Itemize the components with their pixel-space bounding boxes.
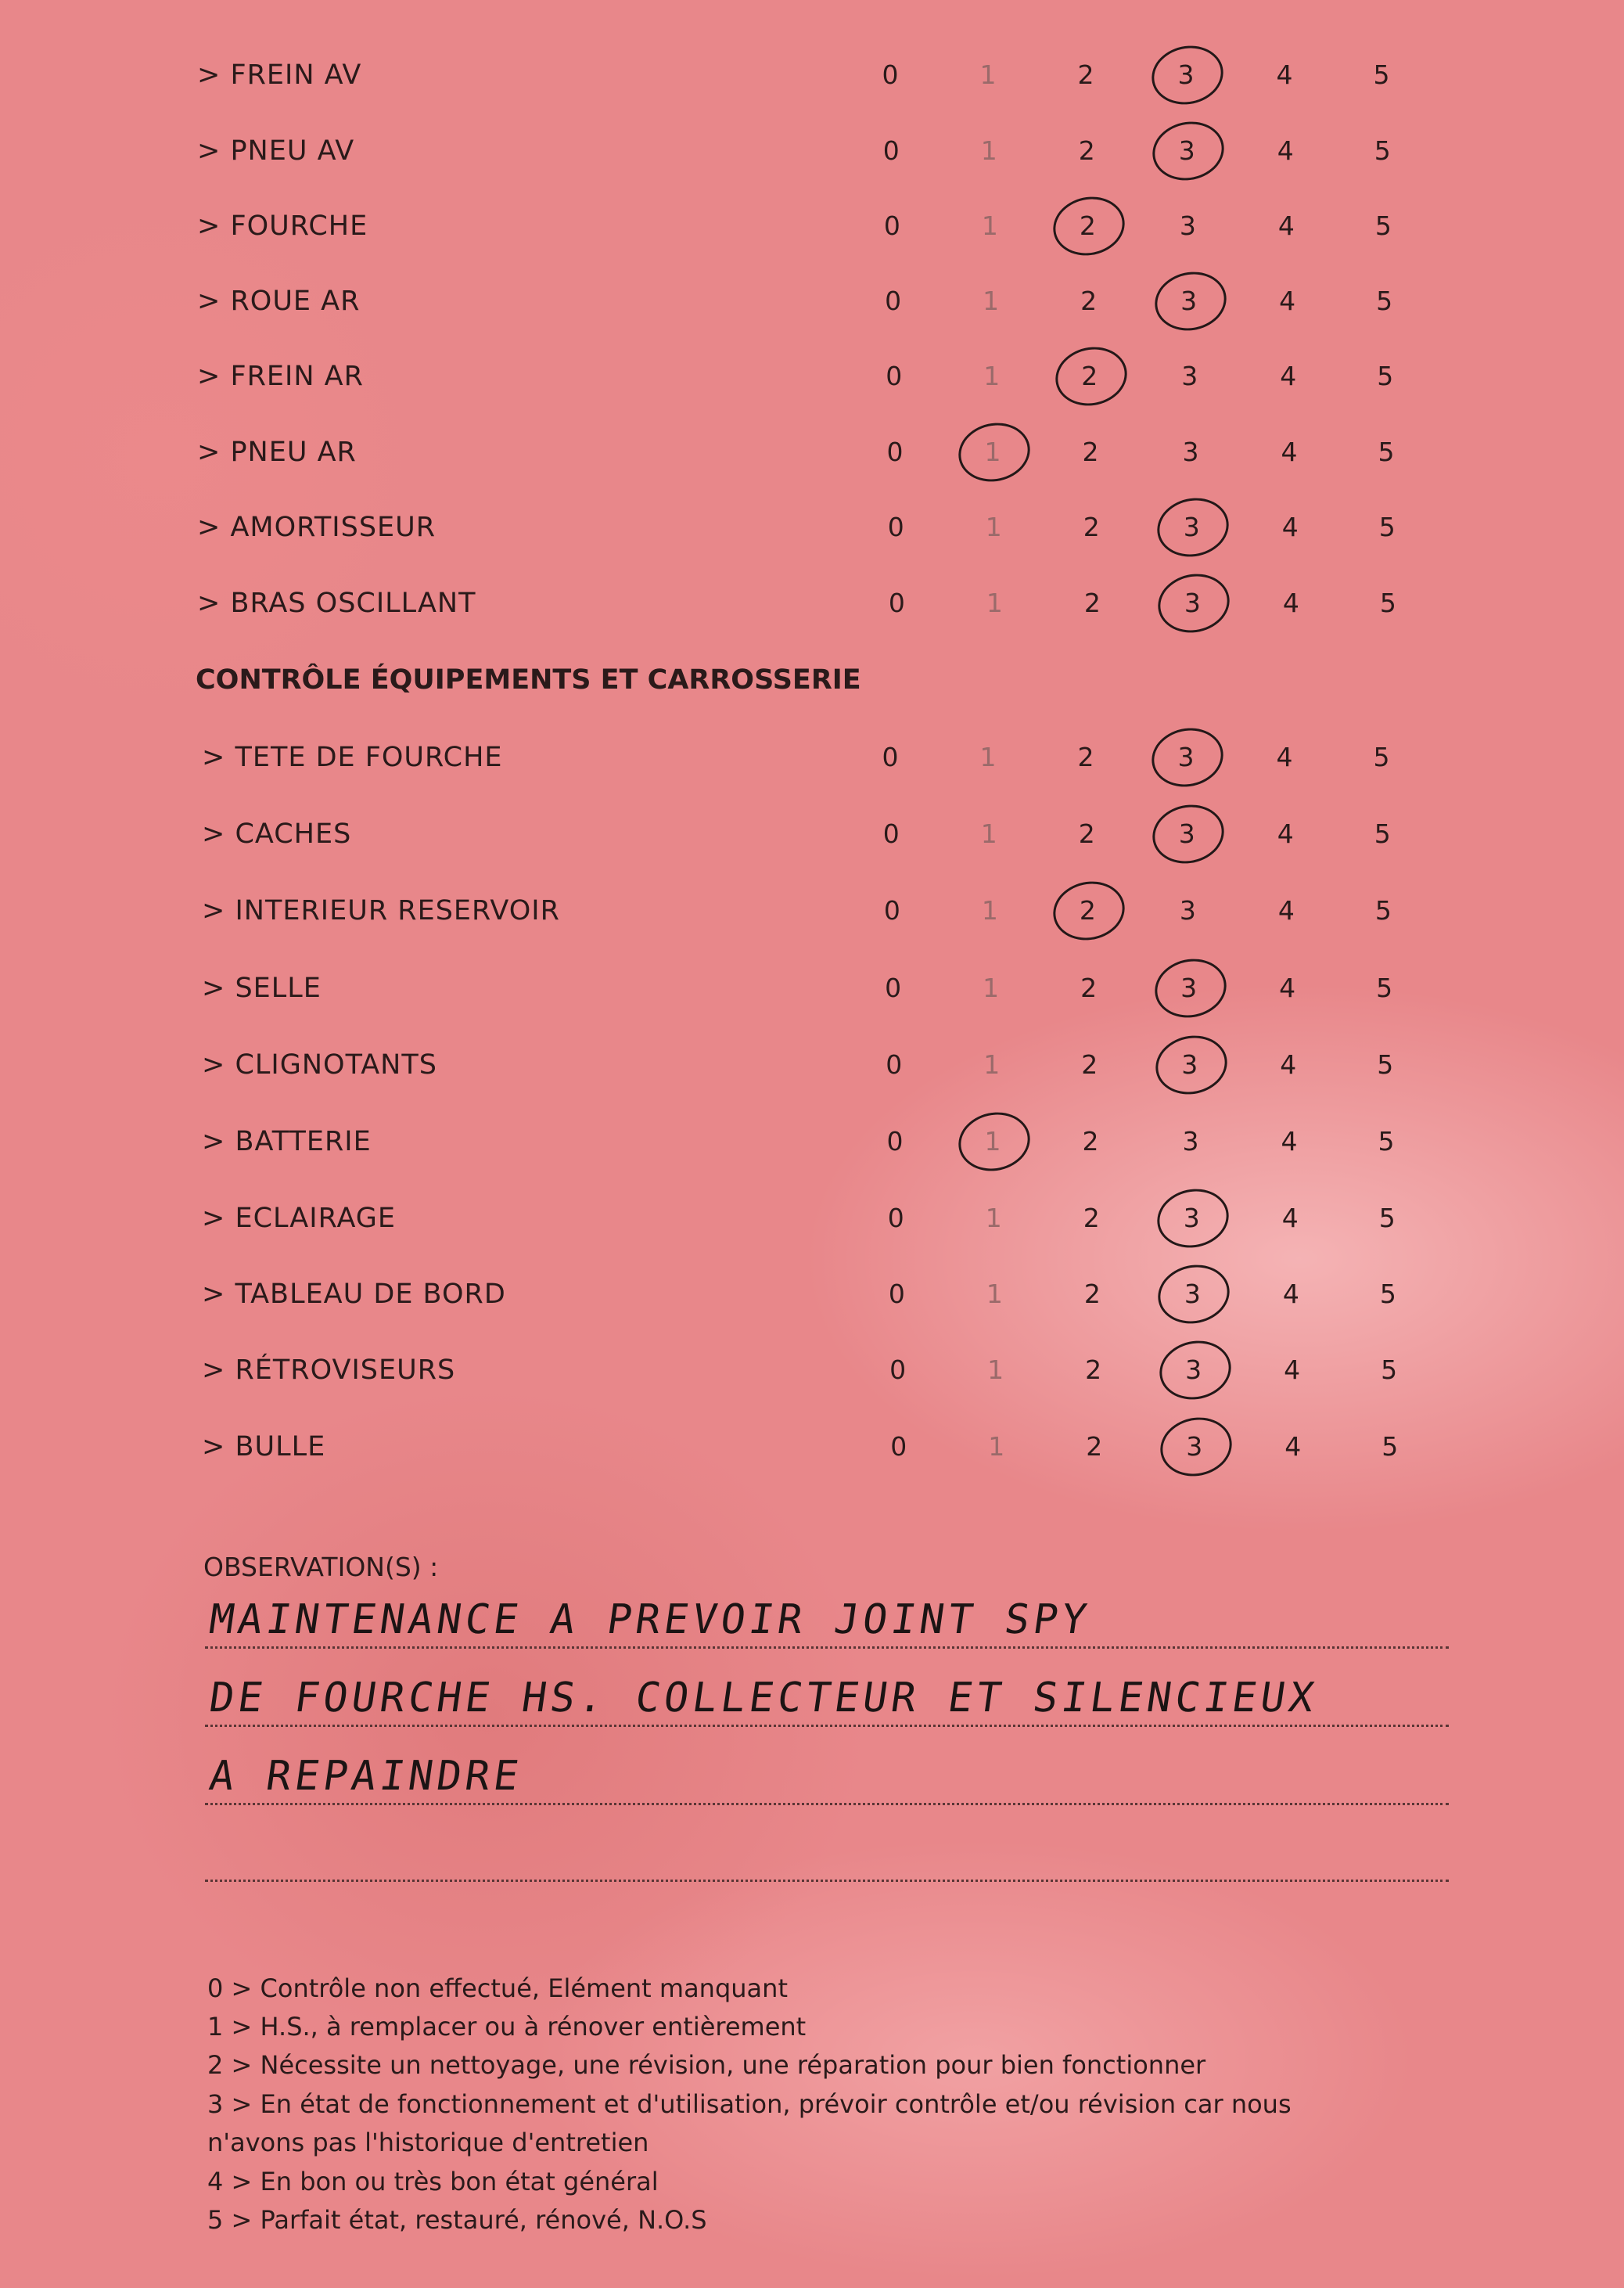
score-option: 4 xyxy=(1281,512,1299,542)
score-option: 0 xyxy=(882,59,899,90)
score-option: 2 xyxy=(1083,1279,1101,1309)
selected-score-circle xyxy=(1153,1258,1235,1330)
score-option: 0 xyxy=(887,1203,904,1233)
item-label-frein-av: > FREIN AV xyxy=(197,59,362,91)
observation-line xyxy=(205,1725,1449,1727)
score-option: 5 xyxy=(1379,1279,1396,1309)
score-option: 5 xyxy=(1374,135,1391,166)
score-option: 3 xyxy=(1183,1203,1200,1233)
selected-score-circle xyxy=(953,416,1035,488)
score-option: 2 xyxy=(1086,1431,1103,1462)
score-option: 0 xyxy=(882,818,900,849)
score-option: 4 xyxy=(1277,895,1295,926)
score-option: 2 xyxy=(1079,210,1096,241)
score-option: 0 xyxy=(883,895,900,926)
observation-line xyxy=(205,1803,1449,1805)
selected-score-circle xyxy=(1154,1334,1236,1406)
score-option: 4 xyxy=(1284,1431,1302,1462)
score-option: 4 xyxy=(1279,973,1296,1003)
score-option: 1 xyxy=(979,59,997,90)
score-option: 5 xyxy=(1376,973,1393,1003)
score-option: 1 xyxy=(980,135,997,166)
score-option: 4 xyxy=(1276,742,1293,772)
score-option: 2 xyxy=(1083,512,1100,542)
item-label-selle: > SELLE xyxy=(202,973,322,1004)
legend-line: 2 > Nécessite un nettoyage, une révision, une réparation pour bien fonctionner xyxy=(207,2050,1206,2080)
item-label-pneu-ar: > PNEU AR xyxy=(197,437,357,468)
score-option: 3 xyxy=(1177,59,1195,90)
score-option: 1 xyxy=(987,1354,1004,1385)
score-option: 4 xyxy=(1280,361,1297,391)
observation-text: DE FOURCHE HS. COLLECTEUR ET SILENCIEUX xyxy=(206,1675,1321,1721)
score-option: 0 xyxy=(886,437,904,467)
score-option: 5 xyxy=(1377,361,1394,391)
score-option: 1 xyxy=(988,1431,1005,1462)
score-option: 0 xyxy=(885,973,902,1003)
score-option: 2 xyxy=(1081,361,1098,391)
selected-score-circle xyxy=(1155,1411,1237,1483)
observation-text: MAINTENANCE A PREVOIR JOINT SPY xyxy=(206,1596,1094,1643)
score-option: 1 xyxy=(983,286,1000,316)
score-option: 0 xyxy=(883,210,900,241)
score-option: 4 xyxy=(1282,588,1299,618)
score-option: 2 xyxy=(1082,1126,1099,1157)
score-option: 4 xyxy=(1284,1354,1301,1385)
observation-text: A REPAINDRE xyxy=(206,1753,526,1800)
score-option: 2 xyxy=(1080,286,1098,316)
score-option: 2 xyxy=(1081,1049,1098,1080)
score-option: 0 xyxy=(886,1126,904,1157)
score-option: 2 xyxy=(1077,59,1094,90)
selected-score-circle xyxy=(1048,190,1130,262)
score-option: 1 xyxy=(979,742,997,772)
selected-score-circle xyxy=(1148,798,1230,870)
score-option: 1 xyxy=(984,437,1001,467)
score-option: 5 xyxy=(1378,1126,1395,1157)
item-label-caches: > CACHES xyxy=(202,818,352,850)
score-option: 3 xyxy=(1184,1279,1201,1309)
score-option: 5 xyxy=(1373,742,1390,772)
legend-line: 4 > En bon ou très bon état général xyxy=(207,2167,659,2196)
legend-line: 3 > En état de fonctionnement et d'utilisation, prévoir contrôle et/ou révision car nous xyxy=(207,2089,1292,2119)
score-option: 1 xyxy=(986,1279,1003,1309)
item-label-eclairage: > ECLAIRAGE xyxy=(202,1203,397,1234)
selected-score-circle xyxy=(1149,952,1231,1024)
score-option: 3 xyxy=(1180,286,1198,316)
score-option: 4 xyxy=(1277,135,1294,166)
selected-score-circle xyxy=(953,1106,1035,1178)
score-option: 3 xyxy=(1184,588,1201,618)
score-option: 2 xyxy=(1079,895,1096,926)
score-option: 2 xyxy=(1077,742,1094,772)
item-label-batterie: > BATTERIE xyxy=(202,1126,372,1157)
observations-label: OBSERVATION(S) : xyxy=(203,1552,439,1582)
selected-score-circle xyxy=(1048,875,1130,947)
score-option: 0 xyxy=(890,1431,907,1462)
score-option: 5 xyxy=(1379,588,1396,618)
selected-score-circle xyxy=(1149,265,1231,337)
score-option: 0 xyxy=(882,742,899,772)
score-option: 4 xyxy=(1281,1126,1298,1157)
observation-line xyxy=(205,1880,1449,1882)
legend-line: n'avons pas l'historique d'entretien xyxy=(207,2128,649,2157)
score-option: 1 xyxy=(980,818,997,849)
score-option: 5 xyxy=(1376,286,1393,316)
score-option: 0 xyxy=(889,1354,907,1385)
score-option: 4 xyxy=(1280,1049,1297,1080)
item-label-fourche: > FOURCHE xyxy=(197,210,368,242)
section-title: CONTRÔLE ÉQUIPEMENTS ET CARROSSERIE xyxy=(196,664,861,696)
score-option: 4 xyxy=(1281,437,1298,467)
score-option: 1 xyxy=(986,588,1003,618)
score-option: 3 xyxy=(1177,742,1195,772)
selected-score-circle xyxy=(1146,721,1228,793)
score-option: 5 xyxy=(1381,1431,1399,1462)
item-label-tableau-de-bord: > TABLEAU DE BORD xyxy=(202,1279,506,1310)
legend-line: 0 > Contrôle non effectué, Elément manquant xyxy=(207,1973,788,2003)
score-option: 5 xyxy=(1378,437,1395,467)
item-label-roue-ar: > ROUE AR xyxy=(197,286,361,317)
score-option: 0 xyxy=(886,361,903,391)
score-option: 2 xyxy=(1080,973,1098,1003)
score-option: 0 xyxy=(882,135,900,166)
score-option: 1 xyxy=(985,512,1002,542)
selected-score-circle xyxy=(1152,1182,1234,1254)
score-option: 2 xyxy=(1085,1354,1102,1385)
item-label-frein-ar: > FREIN AR xyxy=(197,361,364,392)
score-option: 1 xyxy=(984,1126,1001,1157)
item-label-bras-oscillant: > BRAS OSCILLANT xyxy=(197,588,476,619)
score-option: 0 xyxy=(886,1049,903,1080)
score-option: 5 xyxy=(1381,1354,1398,1385)
score-option: 3 xyxy=(1181,361,1198,391)
score-option: 5 xyxy=(1374,818,1391,849)
selected-score-circle xyxy=(1050,340,1132,412)
score-option: 5 xyxy=(1373,59,1390,90)
score-option: 1 xyxy=(985,1203,1002,1233)
selected-score-circle xyxy=(1152,491,1234,563)
score-option: 3 xyxy=(1183,512,1200,542)
score-option: 2 xyxy=(1083,1203,1100,1233)
score-option: 1 xyxy=(983,361,1001,391)
selected-score-circle xyxy=(1153,567,1235,639)
selected-score-circle xyxy=(1150,1029,1232,1101)
score-option: 5 xyxy=(1378,1203,1396,1233)
score-option: 5 xyxy=(1374,210,1392,241)
score-option: 2 xyxy=(1082,437,1099,467)
score-option: 1 xyxy=(981,895,998,926)
item-label-pneu-av: > PNEU AV xyxy=(197,135,355,167)
score-option: 3 xyxy=(1182,1126,1199,1157)
score-option: 3 xyxy=(1182,437,1199,467)
score-option: 3 xyxy=(1179,895,1196,926)
score-option: 0 xyxy=(888,1279,905,1309)
score-option: 4 xyxy=(1277,210,1295,241)
score-option: 3 xyxy=(1186,1431,1203,1462)
score-option: 4 xyxy=(1279,286,1296,316)
score-option: 4 xyxy=(1277,818,1294,849)
score-option: 2 xyxy=(1083,588,1101,618)
score-option: 1 xyxy=(981,210,998,241)
score-option: 3 xyxy=(1181,1049,1198,1080)
item-label-bulle: > BULLE xyxy=(202,1431,326,1462)
score-option: 3 xyxy=(1179,210,1196,241)
score-option: 0 xyxy=(887,512,904,542)
score-option: 0 xyxy=(885,286,902,316)
item-label-interieur-reservoir: > INTERIEUR RESERVOIR xyxy=(202,895,560,926)
legend-line: 1 > H.S., à remplacer ou à rénover entièrement xyxy=(207,2012,807,2042)
score-option: 2 xyxy=(1078,818,1095,849)
item-label-tete-de-fourche: > TETE DE FOURCHE xyxy=(202,742,503,773)
selected-score-circle xyxy=(1146,39,1228,111)
score-option: 5 xyxy=(1377,1049,1394,1080)
score-option: 4 xyxy=(1281,1203,1299,1233)
score-option: 3 xyxy=(1180,973,1198,1003)
score-option: 3 xyxy=(1178,135,1195,166)
score-option: 4 xyxy=(1282,1279,1299,1309)
selected-score-circle xyxy=(1148,115,1230,187)
score-option: 0 xyxy=(888,588,905,618)
score-option: 1 xyxy=(983,973,1000,1003)
item-label-clignotants: > CLIGNOTANTS xyxy=(202,1049,437,1081)
item-label-amortisseur: > AMORTISSEUR xyxy=(197,512,437,543)
observation-line xyxy=(205,1646,1449,1649)
score-option: 2 xyxy=(1078,135,1095,166)
score-option: 5 xyxy=(1378,512,1396,542)
score-option: 5 xyxy=(1374,895,1392,926)
score-option: 4 xyxy=(1276,59,1293,90)
score-option: 3 xyxy=(1185,1354,1202,1385)
legend-line: 5 > Parfait état, restauré, rénové, N.O.S xyxy=(207,2205,707,2235)
score-option: 1 xyxy=(983,1049,1001,1080)
item-label-r-troviseurs: > RÉTROVISEURS xyxy=(202,1354,456,1386)
score-option: 3 xyxy=(1178,818,1195,849)
